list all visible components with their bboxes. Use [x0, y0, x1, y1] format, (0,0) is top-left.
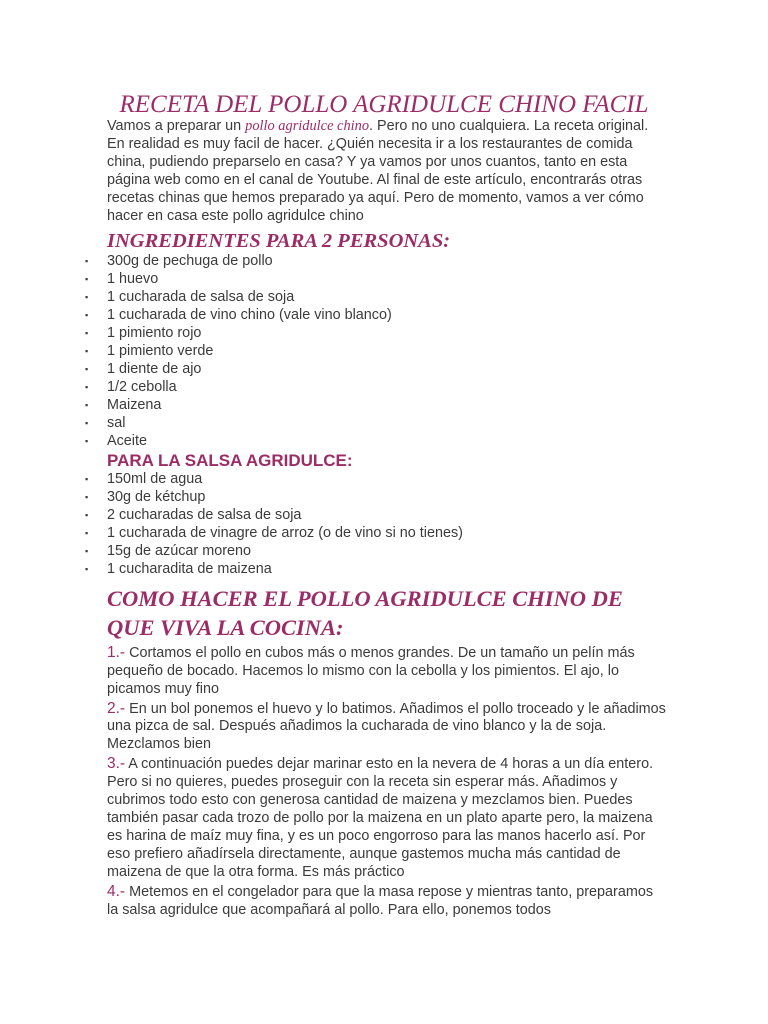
- list-item-text: 30g de kétchup: [107, 489, 206, 506]
- bullet-icon: ▪: [85, 399, 89, 410]
- list-item: [85, 253, 667, 271]
- list-item-text: 1/2 cebolla: [107, 378, 177, 395]
- bullet-icon: ▪: [85, 310, 89, 321]
- list-item: [85, 560, 667, 579]
- bullet-icon: ▪: [85, 363, 89, 374]
- intro-text-after: . Pero no uno cualquiera. La receta original. En realidad es muy facil de hacer. ¿Quién necesita ir a los restaurantes de comida china, pudiendo preparselo en casa? Y ya vamos por unos cuantos, tanto en esta página web como en el canal de Youtube. Al final de este artículo, encontrarás otras recetas chinas que hemos preparado ya aquí. Pero de momento, vamos a ver cómo hacer en casa este pollo agridulce chino: [107, 118, 649, 224]
- list-item: [85, 432, 667, 451]
- step-text: Metemos en el congelador para que la masa repose y mientras tanto, preparamos la salsa agridulce que acompañará al pollo. Para ello, ponemos todos: [107, 883, 654, 918]
- step-text: A continuación puedes dejar marinar esto en la nevera de 4 horas a un día entero. Pero si no quieres, puedes proseguir con la receta sin esperar más. Añadimos y cubrimos todo esto con generosa cantidad de maizena y mezclamos bien. Puedes también pasar cada trozo de pollo por la maizena en un plato aparte pero, la maizena es harina de maíz muy fina, y es un poco engorroso para las manos hacerlo así. Por eso prefiero añadírsela directamente, aunque gastemos mucha más cantidad de maizena de que la otra forma. Es más práctico: [107, 756, 654, 880]
- list-item-text: 1 cucharadita de maizena: [107, 560, 272, 577]
- bullet-icon: ▪: [85, 528, 89, 539]
- list-item: [85, 378, 667, 397]
- list-item: [85, 414, 667, 433]
- list-item-text: 15g de azúcar moreno: [107, 543, 251, 560]
- list-item-text: sal: [107, 414, 126, 431]
- method-step: [107, 644, 667, 699]
- list-item: [85, 307, 667, 325]
- method-step: [107, 755, 667, 881]
- list-item-text: 150ml de agua: [107, 471, 203, 488]
- article-body: [85, 118, 667, 919]
- bullet-icon: ▪: [85, 563, 89, 574]
- method-heading: COMO HACER EL POLLO AGRIDULCE CHINO DE QUE VIVA LA COCINA:: [107, 585, 623, 640]
- step-number: 1.-: [107, 643, 126, 661]
- list-item-text: 1 huevo: [107, 271, 159, 288]
- bullet-icon: ▪: [85, 292, 89, 303]
- step-text: En un bol ponemos el huevo y lo batimos. Añadimos el pollo troceado y le añadimos una pizca de sal. Después añadimos la cucharada de vino blanco y la de soja. Mezclamos bien: [107, 700, 666, 753]
- list-item-text: 300g de pechuga de pollo: [107, 253, 273, 270]
- bullet-icon: ▪: [85, 510, 89, 521]
- list-item: [85, 471, 667, 489]
- step-text: Cortamos el pollo en cubos más o menos grandes. De un tamaño un pelín más pequeño de bocado. Hacemos lo mismo con la cebolla y los pimientos. El ajo, lo picamos muy fino: [107, 644, 635, 697]
- bullet-icon: ▪: [85, 546, 89, 557]
- bullet-icon: ▪: [85, 492, 89, 503]
- ingredients-list: [85, 253, 667, 450]
- bullet-icon: ▪: [85, 274, 89, 285]
- list-item: [85, 396, 667, 415]
- bullet-icon: ▪: [85, 328, 89, 339]
- list-item-text: 2 cucharadas de salsa de soja: [107, 507, 302, 524]
- sauce-heading: PARA LA SALSA AGRIDULCE:: [107, 451, 353, 471]
- list-item: [85, 342, 667, 361]
- list-item-text: 1 cucharada de vinagre de arroz (o de vino si no tienes): [107, 525, 463, 542]
- list-item: [85, 489, 667, 507]
- list-item-text: 1 pimiento verde: [107, 342, 214, 359]
- intro-paragraph: [107, 118, 667, 225]
- bullet-icon: ▪: [85, 381, 89, 392]
- list-item: [85, 360, 667, 379]
- list-item-text: 1 diente de ajo: [107, 360, 202, 377]
- intro-text-before: Vamos a preparar un: [107, 118, 246, 134]
- list-item: [85, 525, 667, 543]
- page-title: RECETA DEL POLLO AGRIDULCE CHINO FACIL: [119, 91, 649, 118]
- list-item-text: 1 cucharada de vino chino (vale vino blanco): [107, 307, 392, 324]
- list-item-text: Maizena: [107, 396, 162, 413]
- list-item-text: 1 cucharada de salsa de soja: [107, 289, 295, 306]
- step-number: 4.-: [107, 882, 126, 900]
- step-number: 2.-: [107, 699, 126, 717]
- list-item: [85, 325, 667, 343]
- bullet-icon: ▪: [85, 256, 89, 267]
- list-item-text: Aceite: [107, 432, 147, 449]
- method-step: [107, 883, 667, 920]
- intro-highlight: pollo agridulce chino: [245, 118, 370, 134]
- list-item: [85, 543, 667, 561]
- bullet-icon: ▪: [85, 435, 89, 446]
- step-number: 3.-: [107, 755, 126, 773]
- method-step: [107, 700, 667, 755]
- list-item: [85, 507, 667, 525]
- method-steps: [107, 644, 667, 920]
- list-item: [85, 289, 667, 307]
- bullet-icon: ▪: [85, 345, 89, 356]
- list-item: [85, 271, 667, 289]
- bullet-icon: ▪: [85, 474, 89, 485]
- bullet-icon: ▪: [85, 417, 89, 428]
- ingredients-heading: INGREDIENTES PARA 2 PERSONAS:: [107, 230, 451, 253]
- sauce-list: [85, 471, 667, 578]
- list-item-text: 1 pimiento rojo: [107, 325, 202, 342]
